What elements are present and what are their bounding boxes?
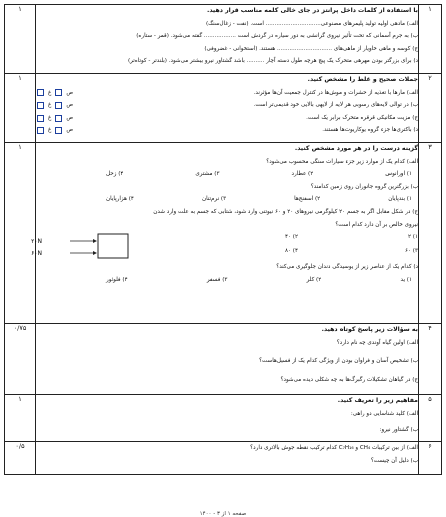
true-false-item: [36, 87, 418, 100]
question-heading: گزینه درست را در هر مورد مشخص کنید.: [294, 145, 418, 152]
statement: د) باکتری‌ها جزء گروه یوکاریوت‌ها هستند.: [322, 127, 418, 134]
force-label-top: ۲۰N: [31, 238, 42, 246]
question-row-2: [5, 74, 442, 143]
question-line: د) برای بزرگتر بودن مهرهی متحرک یک پیچ هرچه طول دسته آچار .......... باشد گشتاور نیرو بیشتر می‌شود. (بلندتر - کوتاه‌تر): [127, 58, 418, 65]
question-row-3: [5, 143, 442, 324]
false-label: غ: [48, 89, 52, 96]
question-score: ۰/۵: [5, 442, 36, 475]
question-heading: با استفاده از کلمات داخل پرانتز در جای خالی کلمه مناسب قرار دهید.: [207, 7, 418, 14]
question-body: [36, 442, 419, 475]
true-false-item: [36, 124, 418, 137]
question-line: ب) دلیل آن چیست؟: [370, 457, 418, 464]
mc-option[interactable]: ۲) اسفنج‌ها: [294, 196, 321, 203]
mc-option[interactable]: ۲) ۴۰: [285, 234, 298, 241]
true-checkbox[interactable]: [55, 127, 62, 134]
arrow-head-icon: [93, 239, 97, 243]
question-line: ب) تشخیص آسان و فراوان بودن از ویژگی کدام یک از فسیل‌هاست؟: [259, 358, 418, 365]
question-score: ۰/۷۵: [5, 324, 36, 395]
question-score: ۱: [5, 395, 36, 442]
question-heading: مفاهیم زیر را تعریف کنید.: [337, 397, 418, 404]
question-line: ج) کوسه و ماهی خاویار از ماهی‌های ............................... هستند. (استخوانی - غضروفی): [204, 45, 418, 52]
mc-option[interactable]: ۳) فسفر: [206, 276, 228, 283]
false-label: غ: [48, 102, 52, 109]
question-line: الف) کلید شناسایی دو راهی:: [350, 410, 418, 417]
question-number: ۵: [419, 395, 442, 442]
question-line: الف) مادهی اولیه تولید پلیمرهای مصنوعی............................... است. (نفت - زغال‌سنگ): [205, 20, 418, 27]
question-line: ج) در گیاهان تشکیلات رگبرگ‌ها به چه شکلی دیده می‌شود؟: [280, 376, 418, 383]
statement: ب) در توالی لایه‌های رسوبی هر لایه از لایهی بالایی خود قدیمی‌تر است.: [253, 102, 418, 109]
question-line: ب) گشتاور نیرو:: [379, 427, 418, 434]
question-heading: به سؤالات زیر پاسخ کوتاه دهید.: [321, 326, 418, 333]
force-diagram-area: [31, 231, 418, 261]
mc-option[interactable]: ۴) فلوئور: [106, 276, 128, 283]
mc-option[interactable]: ۳) ۶۰: [405, 248, 418, 255]
exam-page: [4, 4, 442, 510]
mc-option[interactable]: ۱) اورانوس: [385, 171, 412, 178]
mc-option[interactable]: ۳) مشتری: [195, 171, 220, 178]
mc-option[interactable]: ۱) بندپایان: [388, 196, 412, 203]
mc-option[interactable]: ۱) ید: [400, 276, 412, 283]
mc-options: [36, 274, 418, 287]
question-line: ب) به جرم آسمانی که تحت تأثیر نیروی گرانشی به دور سیاره در گردش است .................. گفته می‌شود. (قمر - ستاره): [136, 33, 418, 40]
true-label: ص: [66, 114, 74, 121]
question-score: ۱: [5, 143, 36, 324]
false-label: غ: [48, 114, 52, 121]
mc-question-cont: نیروی خالص بر آن دارد کدام است؟: [335, 221, 418, 228]
mc-option[interactable]: ۴) ۸۰: [285, 248, 298, 255]
question-row-5: [5, 395, 442, 442]
mc-question: ج) در شکل مقابل اگر به جسم ۲۰ کیلوگرمی نیروهای ۲۰ و ۶۰ نیوتنی وارد شود، شتابی که جسم به علت وارد شدن: [153, 208, 418, 215]
question-body: [36, 395, 419, 442]
mc-options: [36, 193, 418, 206]
question-body: [36, 74, 419, 143]
mc-options: [178, 231, 418, 257]
true-checkbox[interactable]: [55, 115, 62, 122]
mass-block: [98, 234, 128, 258]
mc-option[interactable]: ۴) هزارپایان: [106, 196, 134, 203]
question-score: ۱: [5, 5, 36, 74]
mc-option[interactable]: ۱) ۲: [408, 234, 418, 241]
mc-question: د) کدام یک از عناصر زیر از یوسیدگی دندان جلوگیری می‌کند؟: [276, 264, 418, 271]
question-number: ۲: [419, 74, 442, 143]
question-body: [36, 5, 419, 74]
question-row-6: [5, 442, 442, 475]
question-number: ۴: [419, 324, 442, 395]
question-number: ۱: [419, 5, 442, 74]
statement: الف) مارها با تغذیه از حشرات و موش‌ها در کنترل جمعیت آن‌ها مؤثرند.: [253, 89, 418, 96]
statement: ج) مزیت مکانیکی قرقره متحرک برابر یک است.: [306, 114, 418, 121]
true-false-options: [36, 124, 73, 137]
question-body: [36, 324, 419, 395]
mc-option[interactable]: ۴) زحل: [106, 171, 124, 178]
true-false-options: [36, 87, 73, 100]
mc-option[interactable]: ۲) کلر: [306, 276, 322, 283]
arrow-head-icon: [93, 251, 97, 255]
true-label: ص: [66, 127, 74, 134]
question-number: ۶: [419, 442, 442, 475]
question-row-4: [5, 324, 442, 395]
false-label: غ: [48, 127, 52, 134]
true-false-options: [36, 99, 73, 112]
mc-question: الف) کدام یک از موارد زیر جزء سیارات سنگی محسوب می‌شود؟: [266, 158, 418, 165]
true-false-options: [36, 112, 73, 125]
exam-table: [4, 4, 442, 475]
false-checkbox[interactable]: [37, 127, 44, 134]
false-checkbox[interactable]: [37, 102, 44, 109]
mc-options: [36, 168, 418, 181]
true-checkbox[interactable]: [55, 102, 62, 109]
mc-question: ب) بزرگترین گروه جانوران روی زمین کدامند؟: [310, 183, 418, 190]
question-score: ۱: [5, 74, 36, 143]
mc-option[interactable]: ۳) نرم‌تنان: [201, 196, 227, 203]
true-label: ص: [66, 102, 74, 109]
question-body: [31, 143, 419, 324]
false-checkbox[interactable]: [37, 115, 44, 122]
false-checkbox[interactable]: [37, 89, 44, 96]
page-footer: صفحه ۱ از ۳ - ۱۴۰۰: [199, 511, 247, 517]
question-line: الف) از بین ترکیبات CH₄ و C₇H₁₆ کدام ترکیب نقطه جوش بالاتری دارد؟: [250, 445, 418, 451]
true-false-item: [36, 112, 418, 125]
question-number: ۳: [419, 143, 442, 324]
force-label-bottom: ۶۰N: [31, 250, 42, 258]
question-heading: جملات صحیح و غلط را مشخص کنید.: [307, 76, 418, 83]
true-checkbox[interactable]: [55, 89, 62, 96]
question-row-1: [5, 5, 442, 74]
mc-option[interactable]: ۲) عطارد: [291, 171, 314, 178]
question-line: الف) اولین گیاه آوندی چه نام دارد؟: [336, 339, 418, 346]
true-label: ص: [66, 89, 74, 96]
true-false-item: [36, 99, 418, 112]
force-diagram: [31, 231, 130, 261]
